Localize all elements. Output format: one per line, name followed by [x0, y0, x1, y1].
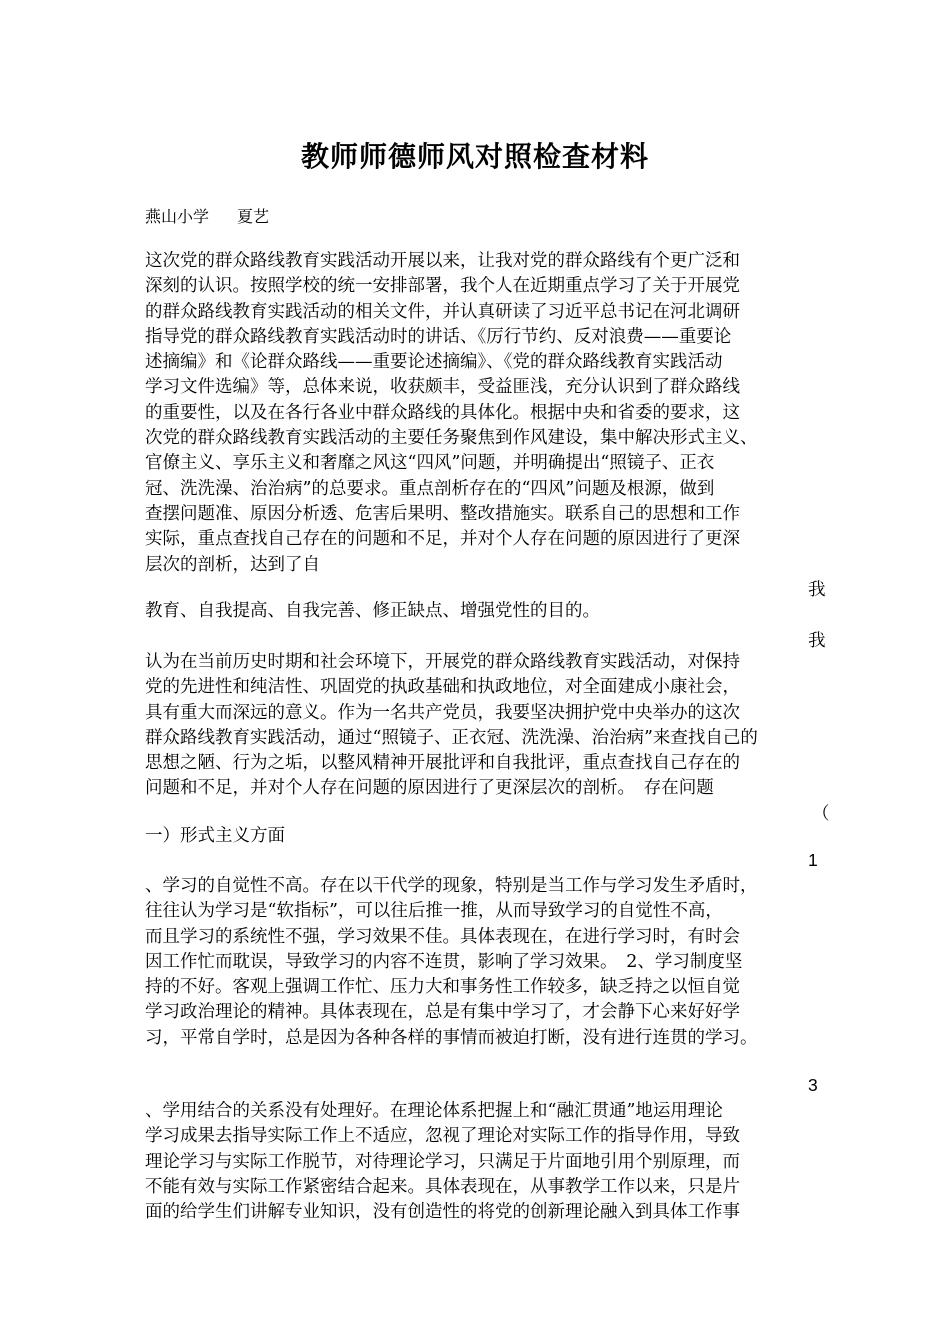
text-line: 的群众路线教育实践活动的相关文件，并认真研读了习近平总书记在河北调研: [145, 301, 740, 322]
paragraph-1: [145, 249, 810, 578]
section-heading: [145, 824, 810, 849]
text-line: 冠、洗洗澡、治治病”的总要求。重点剖析存在的“四风”问题及根源，做到: [145, 478, 715, 499]
text-line: 学习政治理论的精神。具体表现在，总是有集中学习了，才会静下心来好好学: [145, 1002, 740, 1023]
text-line: 问题和不足，并对个人存在问题的原因进行了更深层次的剖析。 存在问题: [145, 778, 714, 799]
text-line: 深刻的认识。按照学校的统一安排部署，我个人在近期重点学习了关于开展党: [145, 276, 740, 297]
text-line: 查摆问题准、原因分析透、危害后果明、整改措施实。联系自己的思想和工作: [145, 503, 740, 524]
text-line: 群众路线教育实践活动，通过“照镜子、正衣冠、洗洗澡、治治病”来查找自己的: [145, 727, 758, 748]
page-title: 教师师德师风对照检查材料: [300, 140, 649, 173]
text-line: 实际，重点查找自己存在的问题和不足，并对个人存在问题的原因进行了更深: [145, 529, 740, 550]
text-line: 因工作忙而耽误，导致学习的内容不连贯，影响了学习效果。 2、学习制度坚: [145, 951, 743, 972]
heading-text: 一）形式主义方面: [145, 826, 285, 846]
paragraph-4: [145, 874, 810, 1051]
text-line: 党的先进性和纯洁性、巩固党的执政基础和执政地位，对全面建成小康社会，: [145, 677, 740, 698]
margin-number: 1: [808, 850, 818, 870]
text-line: 、学用结合的关系没有处理好。在理论体系把握上和“融汇贯通”地运用理论: [145, 1101, 723, 1121]
author-line: [145, 204, 269, 227]
margin-char: 我: [808, 580, 826, 600]
text-line: 指导党的群众路线教育实践活动时的讲话、《厉行节约、反对浪费——重要论: [145, 326, 732, 347]
paragraph-2: [145, 599, 810, 624]
author-school: 燕山小学: [145, 207, 210, 226]
text-line: 学习成果去指导实际工作上不适应，忽视了理论对实际工作的指导作用，导致: [145, 1126, 740, 1147]
text-line: 官僚主义、享乐主义和奢靡之风这“四风”问题，并明确提出“照镜子、正衣: [145, 453, 715, 474]
text-line: 理论学习与实际工作脱节，对待理论学习，只满足于片面地引用个别原理，而: [145, 1151, 740, 1172]
text-line: 而且学习的系统性不强，学习效果不佳。具体表现在，在进行学习时，有时会: [145, 926, 740, 947]
margin-char: 我: [808, 631, 826, 651]
margin-number: 3: [808, 1075, 818, 1095]
text-line: 教育、自我提高、自我完善、修正缺点、增强党性的目的。: [145, 601, 600, 621]
text-line: 这次党的群众路线教育实践活动开展以来，让我对党的群众路线有个更广泛和: [145, 251, 740, 271]
text-line: 层次的剖析，达到了自: [145, 554, 320, 575]
text-line: 面的给学生们讲解专业知识，没有创造性的将党的创新理论融入到具体工作事: [145, 1202, 740, 1223]
text-line: 次党的群众路线教育实践活动的主要任务聚焦到作风建设，集中解决形式主义、: [145, 428, 758, 449]
text-line: 述摘编》和《论群众路线——重要论述摘编》、《党的群众路线教育实践活动: [145, 352, 723, 373]
paragraph-3: [145, 650, 810, 802]
margin-paren: （: [812, 804, 830, 824]
text-line: 思想之陋、行为之垢，以整风精神开展批评和自我批评，重点查找自己存在的: [145, 753, 740, 774]
text-line: 不能有效与实际工作紧密结合起来。具体表现在，从事教学工作以来，只是片: [145, 1176, 740, 1197]
text-line: 往往认为学习是“软指标”，可以往后推一推，从而导致学习的自觉性不高，: [145, 901, 723, 922]
text-line: 认为在当前历史时期和社会环境下，开展党的群众路线教育实践活动，对保持: [145, 652, 740, 672]
text-line: 习，平常自学时，总是因为各种各样的事情而被迫打断，没有进行连贯的学习。: [145, 1027, 758, 1048]
text-line: 持的不好。客观上强调工作忙、压力大和事务性工作较多，缺乏持之以恒自觉: [145, 977, 740, 998]
text-line: 学习文件选编》等，总体来说，收获颇丰，受益匪浅，充分认识到了群众路线: [145, 377, 740, 398]
author-name: 夏艺: [237, 207, 270, 226]
text-line: 、学习的自觉性不高。存在以干代学的现象，特别是当工作与学习发生矛盾时，: [145, 876, 758, 896]
text-line: 具有重大而深远的意义。作为一名共产党员，我要坚决拥护党中央举办的这次: [145, 702, 740, 723]
paragraph-5: [145, 1099, 810, 1225]
text-line: 的重要性，以及在各行各业中群众路线的具体化。根据中央和省委的要求，这: [145, 402, 740, 423]
